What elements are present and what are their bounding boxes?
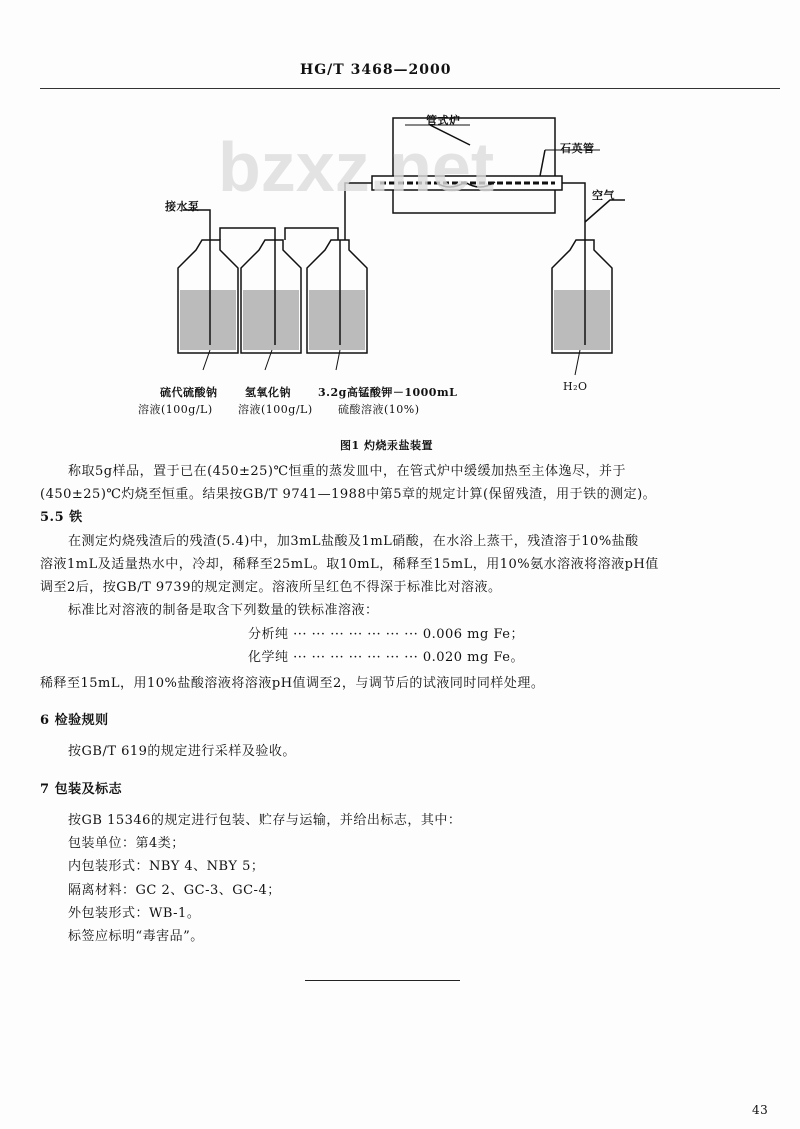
text-line: 称取5g样品，置于已在(450±25)℃恒重的蒸发皿中，在管式炉中缓缓加热至主体逸尽，并于 — [68, 464, 627, 479]
text-line: (450±25)℃灼烧至恒重。结果按GB/T 9741—1988中第5章的规定计算(保留残渣，用于铁的测定)。 — [40, 487, 657, 502]
bottle-label: 硫代硫酸钠 — [160, 386, 218, 399]
subsection-heading: 5.5 铁 — [40, 510, 83, 525]
text-line: 外包装形式：WB-1。 — [68, 906, 201, 921]
text-line: 化学纯 ··· ··· ··· ··· ··· ··· ··· 0.020 mg Fe。 — [248, 650, 524, 665]
text-line: 溶液1mL及适量热水中，冷却，稀释至25mL。取10mL，稀释至15mL，用10%氨水溶液将溶液pH值 — [40, 557, 659, 572]
text-line: 标准比对溶液的制备是取含下列数量的铁标准溶液： — [68, 603, 379, 618]
pump-label: 接水泵 — [165, 200, 200, 213]
text-line: 按GB 15346的规定进行包装、贮存与运输，并给出标志，其中： — [68, 813, 462, 828]
header-rule — [40, 88, 780, 89]
figure-caption: 图1 灼烧汞盐装置 — [340, 439, 433, 452]
text-line: 按GB/T 619的规定进行采样及验收。 — [68, 744, 296, 759]
bottle-label: 溶液(100g/L) — [238, 403, 313, 416]
bottle-label: 硫酸溶液(10%) — [338, 403, 420, 416]
end-rule — [305, 980, 460, 981]
bottle-label: 3.2g高锰酸钾－1000mL — [318, 386, 458, 399]
furnace-label: 管式炉 — [426, 114, 461, 127]
section-heading: 6 检验规则 — [40, 713, 109, 728]
text-line: 调至2后，按GB/T 9739的规定测定。溶液所呈红色不得深于标准比对溶液。 — [40, 580, 502, 595]
text-line: 标签应标明“毒害品”。 — [68, 929, 204, 944]
air-label: 空气 — [592, 189, 615, 202]
page-number: 43 — [752, 1103, 769, 1117]
quartz-tube-label: 石英管 — [560, 142, 595, 155]
text-line: 在测定灼烧残渣后的残渣(5.4)中，加3mL盐酸及1mL硝酸，在水浴上蒸干，残渣溶于10%盐酸 — [68, 534, 639, 549]
bottle-sodium-thiosulfate — [178, 240, 238, 353]
text-line: 分析纯 ··· ··· ··· ··· ··· ··· ··· 0.006 mg Fe； — [248, 627, 524, 642]
text-line: 隔离材料：GC 2、GC-3、GC-4； — [68, 883, 281, 898]
bottle-label: 氢氧化钠 — [245, 386, 291, 399]
bottle-label: 溶液(100g/L) — [138, 403, 213, 416]
bottle-permanganate — [307, 240, 367, 353]
text-line: 稀释至15mL，用10%盐酸溶液将溶液pH值调至2，与调节后的试液同时同样处理。 — [40, 676, 545, 691]
bottle-sodium-hydroxide — [241, 240, 301, 353]
water-label: H₂O — [563, 380, 588, 393]
text-line: 内包装形式：NBY 4、NBY 5； — [68, 859, 265, 874]
watermark: bzxz.net — [218, 128, 495, 206]
bottle-water — [552, 240, 612, 353]
standard-number-header: HG/T 3468—2000 — [300, 62, 452, 78]
text-line: 包装单位：第4类； — [68, 836, 185, 851]
section-heading: 7 包装及标志 — [40, 782, 123, 797]
